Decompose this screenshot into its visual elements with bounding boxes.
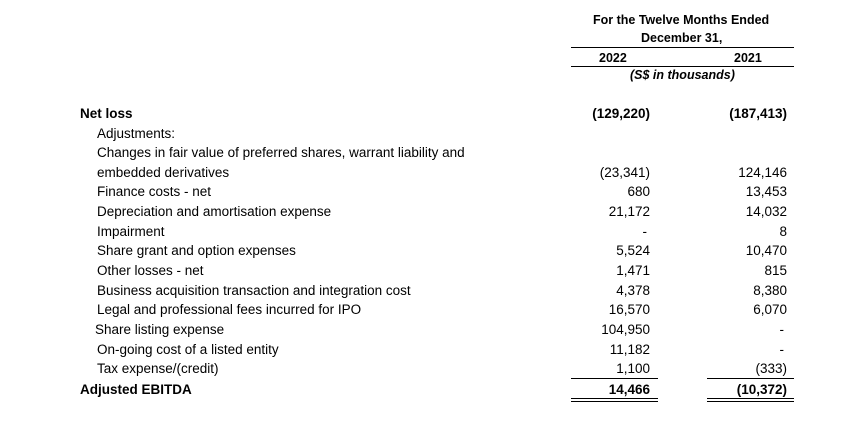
table-row-depreciation	[0, 202, 853, 221]
subtotal-rule-2021	[707, 378, 794, 379]
value-2022: 4,378	[616, 283, 650, 298]
table-row-fair-value-line1	[0, 143, 853, 162]
value-2022: 14,466	[608, 382, 650, 397]
value-2022: 104,950	[601, 322, 650, 337]
value-2021: 6,070	[753, 302, 787, 317]
row-label: Adjusted EBITDA	[80, 382, 192, 397]
row-label: Tax expense/(credit)	[97, 361, 219, 376]
row-label: Legal and professional fees incurred for IPO	[97, 302, 362, 317]
table-row-legal-fees	[0, 300, 853, 319]
value-2022: 16,570	[608, 302, 650, 317]
row-label: Share grant and option expenses	[97, 243, 296, 258]
table-row-fair-value-line2	[0, 163, 853, 182]
value-2021: -	[779, 342, 784, 357]
row-label: Other losses - net	[97, 263, 204, 278]
value-2021: (10,372)	[736, 382, 787, 397]
period-heading-line1: For the Twelve Months Ended	[593, 13, 770, 27]
value-2022: 1,471	[616, 263, 650, 278]
column-header-2021: 2021	[734, 51, 762, 65]
value-2022: 1,100	[616, 361, 650, 376]
row-label: Impairment	[97, 224, 165, 239]
value-2022: 11,182	[609, 342, 650, 357]
table-row-listed-entity-cost	[0, 340, 853, 359]
value-2022: -	[642, 224, 647, 239]
row-label: Depreciation and amortisation expense	[97, 204, 332, 219]
value-2022: 21,172	[608, 204, 650, 219]
row-label: embedded derivatives	[97, 165, 230, 180]
table-row-tax	[0, 359, 853, 378]
total-double-rule-2022	[571, 398, 658, 402]
value-2021: 8	[779, 224, 787, 239]
value-2022: 5,524	[616, 243, 650, 258]
value-2021: (187,413)	[729, 106, 787, 121]
row-label: On-going cost of a listed entity	[97, 342, 279, 357]
row-label: Changes in fair value of preferred shares, warrant liability and	[97, 145, 465, 160]
value-2022: (129,220)	[592, 106, 650, 121]
period-heading-line2: December 31,	[641, 31, 723, 45]
value-2021: (333)	[755, 361, 787, 376]
table-row-other-losses	[0, 261, 853, 280]
table-row-adjustments	[0, 124, 853, 143]
row-label: Adjustments:	[97, 126, 176, 141]
table-row-adjusted-ebitda	[0, 380, 853, 399]
row-label: Business acquisition transaction and integration cost	[97, 283, 411, 298]
row-label: Net loss	[80, 106, 133, 121]
value-2021: 815	[764, 263, 787, 278]
value-2021: 13,453	[745, 184, 787, 199]
value-2021: 14,032	[745, 204, 787, 219]
row-label: Finance costs - net	[97, 184, 212, 199]
table-row-net-loss	[0, 104, 853, 123]
table-row-finance-costs	[0, 182, 853, 201]
value-2021: -	[779, 322, 784, 337]
value-2022: (23,341)	[599, 165, 650, 180]
column-header-2022: 2022	[599, 51, 627, 65]
row-label: Share listing expense	[95, 322, 225, 337]
header-rule	[571, 47, 794, 48]
value-2021: 10,470	[745, 243, 787, 258]
subtotal-rule-2022	[571, 378, 658, 379]
table-row-impairment	[0, 222, 853, 241]
units-note: (S$ in thousands)	[630, 68, 735, 82]
column-header-rule	[571, 66, 794, 67]
value-2022: 680	[627, 184, 650, 199]
table-row-business-acquisition	[0, 281, 853, 300]
table-row-share-listing	[0, 320, 853, 339]
value-2021: 124,146	[738, 165, 787, 180]
value-2021: 8,380	[753, 283, 787, 298]
total-double-rule-2021	[707, 398, 794, 402]
table-row-share-grant	[0, 241, 853, 260]
